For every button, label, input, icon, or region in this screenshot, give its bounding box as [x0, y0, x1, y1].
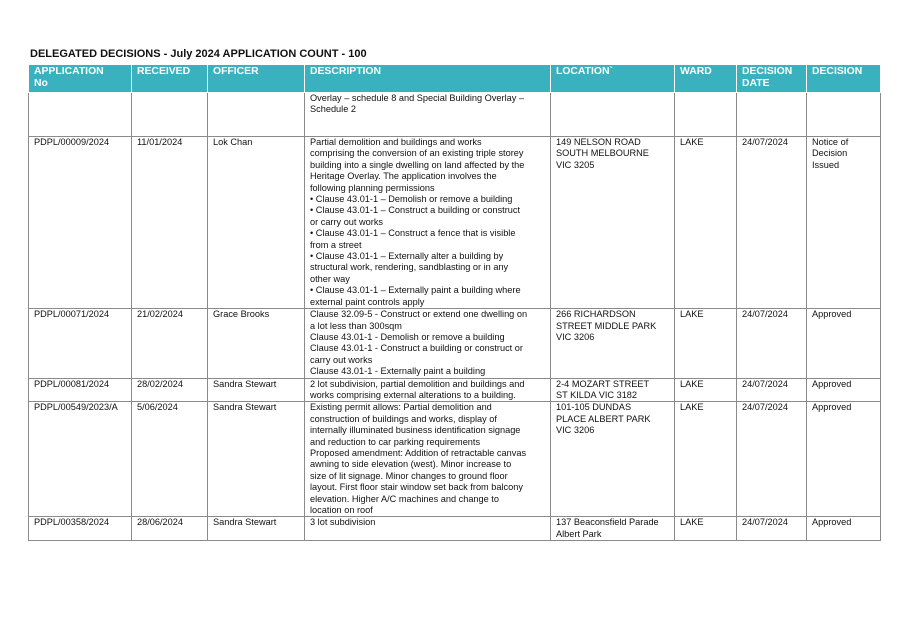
cell-application-no: PDPL/00081/2024 — [29, 378, 132, 402]
table-row — [29, 309, 881, 378]
cell-decision-date: 24/07/2024 — [737, 378, 807, 402]
table-row — [29, 402, 881, 517]
cell-received: 28/02/2024 — [132, 378, 208, 402]
table-header-row — [29, 65, 881, 93]
cell-decision: Approved — [807, 378, 881, 402]
cell-officer: Grace Brooks — [208, 309, 305, 378]
table-row — [29, 137, 881, 309]
cell-description: 3 lot subdivision — [305, 517, 551, 541]
cell-received: 28/06/2024 — [132, 517, 208, 541]
cell-ward: LAKE — [675, 402, 737, 517]
cell-decision-date: 24/07/2024 — [737, 309, 807, 378]
cell-application-no: PDPL/00009/2024 — [29, 137, 132, 309]
cell-received: 5/06/2024 — [132, 402, 208, 517]
cell-decision: Notice of Decision Issued — [807, 137, 881, 309]
cell-location: 137 Beaconsfield Parade Albert Park — [551, 517, 675, 541]
cell-decision: Approved — [807, 517, 881, 541]
cell-description: Overlay – schedule 8 and Special Building Overlay – Schedule 2 — [305, 93, 551, 137]
table-row — [29, 378, 881, 402]
header-received: RECEIVED — [132, 65, 208, 93]
cell-application-no: PDPL/00549/2023/A — [29, 402, 132, 517]
cell-received — [132, 93, 208, 137]
page-title: DELEGATED DECISIONS - July 2024 APPLICATION COUNT - 100 — [30, 48, 367, 60]
cell-ward: LAKE — [675, 378, 737, 402]
header-description: DESCRIPTION — [305, 65, 551, 93]
cell-officer: Lok Chan — [208, 137, 305, 309]
decisions-table — [28, 64, 881, 541]
cell-location: 149 NELSON ROAD SOUTH MELBOURNE VIC 3205 — [551, 137, 675, 309]
cell-officer: Sandra Stewart — [208, 378, 305, 402]
cell-received: 21/02/2024 — [132, 309, 208, 378]
cell-ward: LAKE — [675, 137, 737, 309]
table-row — [29, 93, 881, 137]
cell-ward — [675, 93, 737, 137]
header-decision-date: DECISION DATE — [737, 65, 807, 93]
cell-application-no — [29, 93, 132, 137]
cell-application-no: PDPL/00071/2024 — [29, 309, 132, 378]
cell-officer: Sandra Stewart — [208, 402, 305, 517]
cell-decision: Approved — [807, 402, 881, 517]
header-application-no: APPLICATION No — [29, 65, 132, 93]
header-decision: DECISION — [807, 65, 881, 93]
cell-officer: Sandra Stewart — [208, 517, 305, 541]
cell-description: Clause 32.09-5 - Construct or extend one dwelling on a lot less than 300sqm Clause 43.01-1 - Demolish or remove a building Clause 43.01-1 - Construct a building or construct or carry out works Clause 43.01-1 - Externally paint a building — [305, 309, 551, 378]
cell-officer — [208, 93, 305, 137]
header-ward: WARD — [675, 65, 737, 93]
cell-received: 11/01/2024 — [132, 137, 208, 309]
cell-application-no: PDPL/00358/2024 — [29, 517, 132, 541]
cell-decision-date: 24/07/2024 — [737, 137, 807, 309]
cell-location: 2-4 MOZART STREET ST KILDA VIC 3182 — [551, 378, 675, 402]
cell-description: Existing permit allows: Partial demolition and construction of buildings and works, display of internally illuminated business identification signage and reduction to car parking requirements Proposed amendment: Addition of retractable canvas awning to side elevation (west). Minor increase to size of lit signage. Minor changes to ground floor layout. First floor stair window set back from balcony elevation. Higher A/C machines and change to location on roof — [305, 402, 551, 517]
cell-decision-date — [737, 93, 807, 137]
cell-decision-date: 24/07/2024 — [737, 402, 807, 517]
table-row — [29, 517, 881, 541]
cell-location: 266 RICHARDSON STREET MIDDLE PARK VIC 3206 — [551, 309, 675, 378]
cell-description: 2 lot subdivision, partial demolition and buildings and works comprising external alterations to a building. — [305, 378, 551, 402]
cell-description: Partial demolition and buildings and works comprising the conversion of an existing triple storey building into a single dwelling on land affected by the Heritage Overlay. The application involves the following planning permissions • Clause 43.01-1 – Demolish or remove a building • Clause 43.01-1 – Construct a building or construct or carry out works • Clause 43.01-1 – Construct a fence that is visible from a street • Clause 43.01-1 – Externally alter a building by structural work, rendering, sandblasting or in any other way • Clause 43.01-1 – Externally paint a building where external paint controls apply — [305, 137, 551, 309]
cell-location: 101-105 DUNDAS PLACE ALBERT PARK VIC 3206 — [551, 402, 675, 517]
cell-decision — [807, 93, 881, 137]
header-officer: OFFICER — [208, 65, 305, 93]
header-location: LOCATION` — [551, 65, 675, 93]
cell-ward: LAKE — [675, 517, 737, 541]
cell-decision-date: 24/07/2024 — [737, 517, 807, 541]
cell-decision: Approved — [807, 309, 881, 378]
cell-location — [551, 93, 675, 137]
cell-ward: LAKE — [675, 309, 737, 378]
